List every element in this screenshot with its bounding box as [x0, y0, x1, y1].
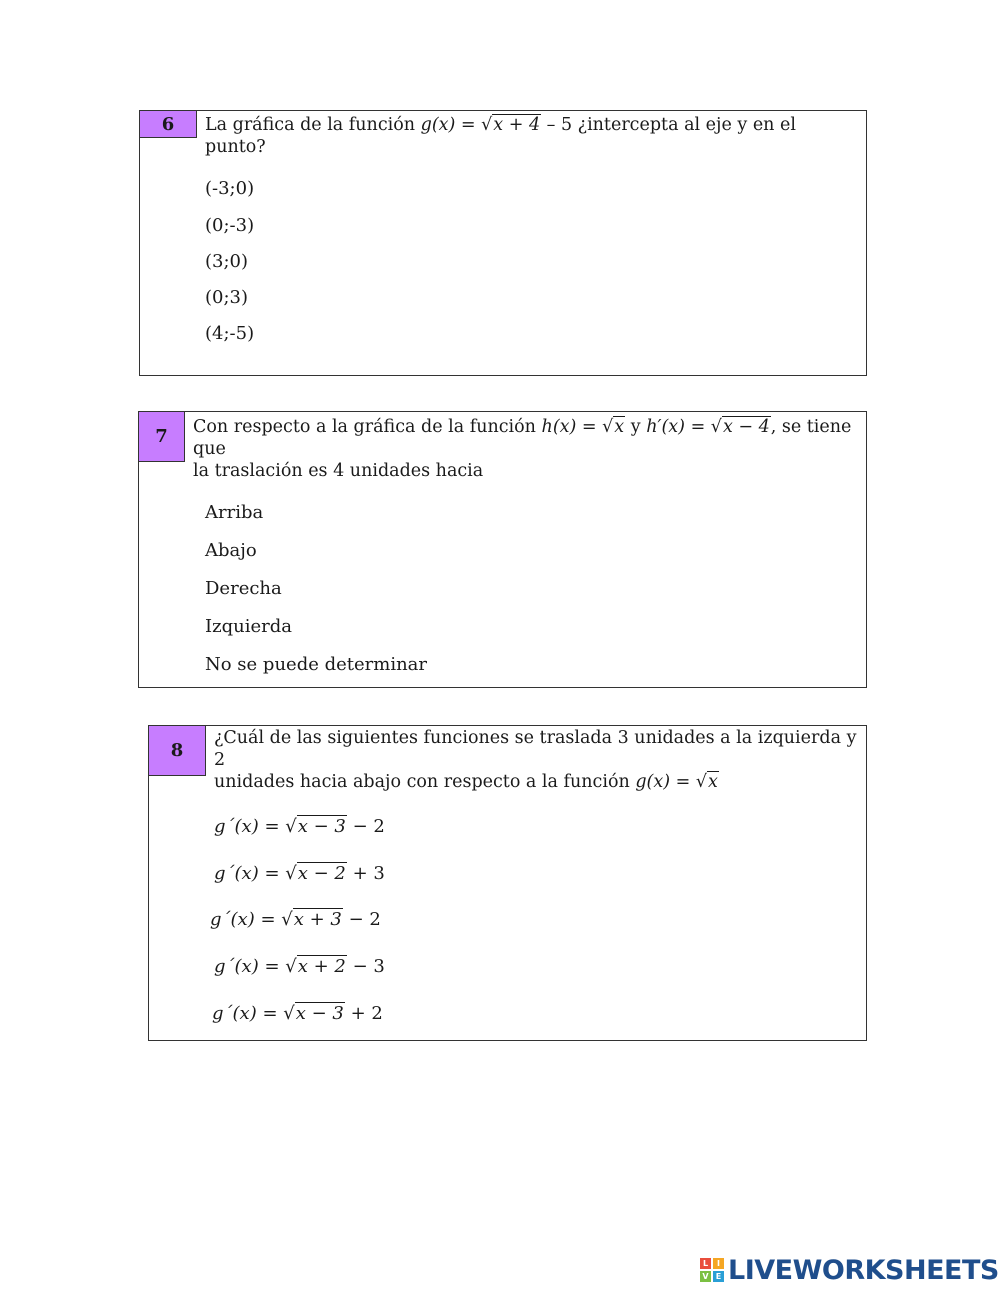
q6-option-4[interactable]: (0;3): [205, 287, 249, 308]
question-7-number: 7: [138, 411, 185, 462]
q6-option-5[interactable]: (4;-5): [205, 323, 255, 344]
q8-option-3[interactable]: g´(x) = √x + 3 − 2: [210, 909, 381, 930]
q6-option-2[interactable]: (0;-3): [205, 215, 255, 236]
question-7-text: Con respecto a la gráfica de la función h(x) = √x y h′(x) = √x − 4, se tiene que la traslación es 4 unidades hacia: [193, 417, 852, 481]
q7-option-2[interactable]: Abajo: [205, 540, 257, 561]
logo-block-l: L: [700, 1258, 711, 1269]
q7-option-1[interactable]: Arriba: [205, 502, 264, 523]
q7-option-3[interactable]: Derecha: [205, 578, 282, 599]
q7-option-4[interactable]: Izquierda: [205, 616, 292, 637]
q6-option-3[interactable]: (3;0): [205, 251, 249, 272]
q8-option-5[interactable]: g´(x) = √x − 3 + 2: [212, 1003, 383, 1024]
radicand: x + 4: [493, 115, 541, 135]
q6-option-1[interactable]: (-3;0): [205, 178, 255, 199]
q7-option-5[interactable]: No se puede determinar: [205, 654, 428, 675]
logo-text: LIVEWORKSHEETS: [728, 1254, 999, 1286]
q8-option-2[interactable]: g´(x) = √x − 2 + 3: [214, 863, 385, 884]
question-8-text: ¿Cuál de las siguientes funciones se traslada 3 unidades a la izquierda y 2 unidades hacia abajo con respecto a la función g(x) = √x: [214, 728, 857, 792]
function-g: g(x): [420, 115, 456, 135]
liveworksheets-logo[interactable]: [700, 1253, 999, 1287]
q8-option-1[interactable]: g´(x) = √x − 3 − 2: [214, 816, 385, 837]
logo-block-v: V: [700, 1271, 711, 1282]
logo-icon: [700, 1258, 724, 1282]
question-6-number: 6: [139, 110, 197, 138]
question-6-text: La gráfica de la función g(x) = √x + 4 – 5 ¿intercepta al eje y en el punto?: [205, 115, 796, 157]
question-8-number: 8: [148, 725, 206, 776]
logo-block-i: I: [713, 1258, 724, 1269]
q8-option-4[interactable]: g´(x) = √x + 2 − 3: [214, 956, 385, 977]
logo-block-e: E: [713, 1271, 724, 1282]
